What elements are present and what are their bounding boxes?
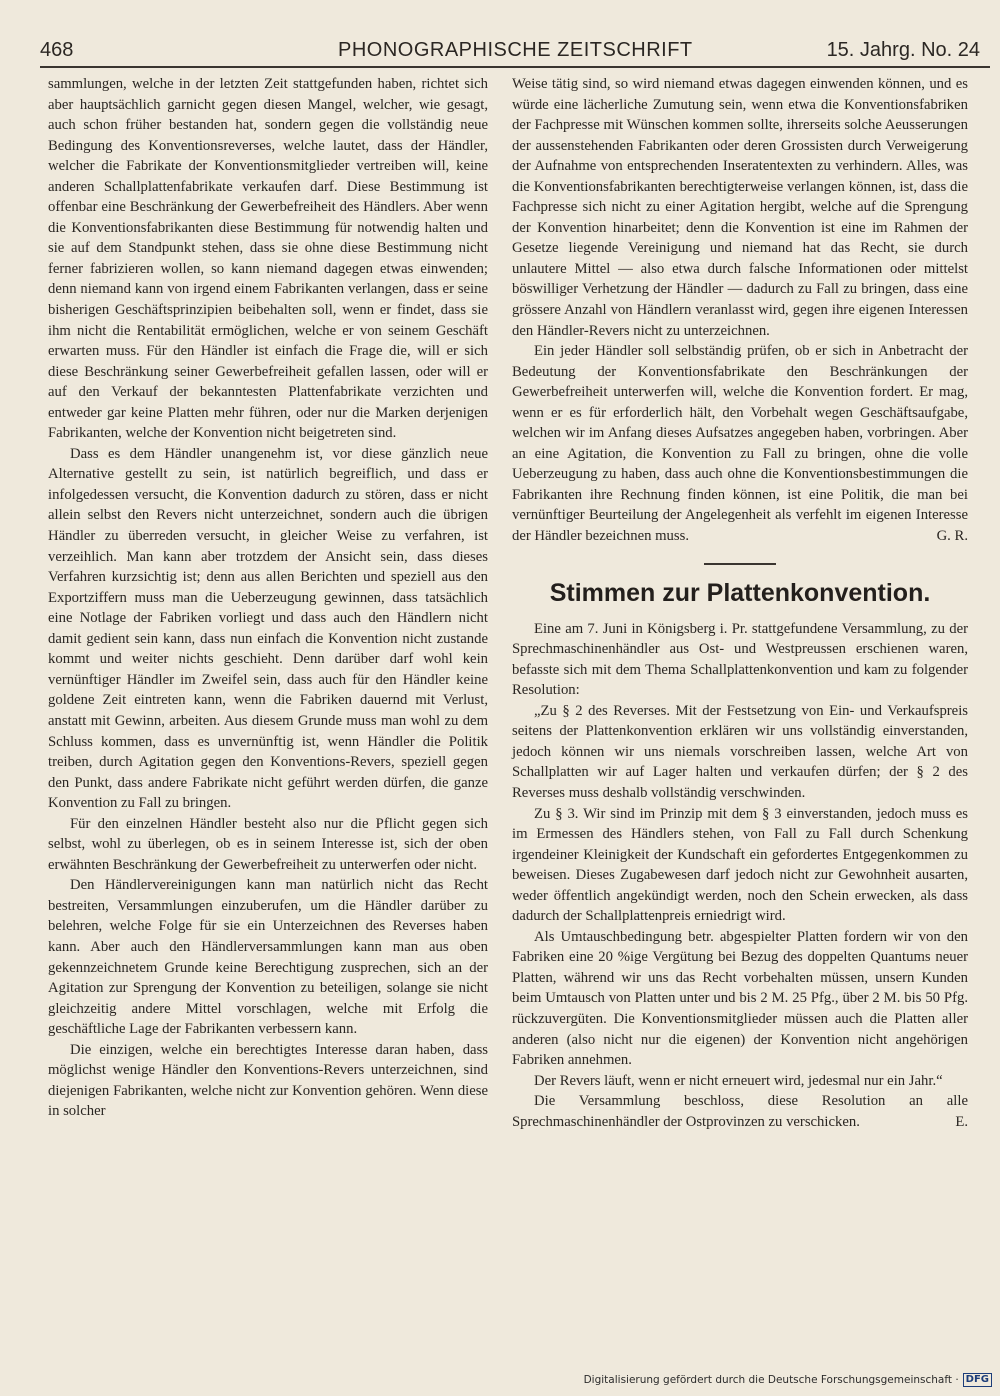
footer-text: Digitalisierung gefördert durch die Deutsche Forschungsgemeinschaft · bbox=[583, 1374, 959, 1386]
left-column bbox=[48, 74, 488, 1122]
paragraph-with-signature bbox=[512, 1091, 968, 1132]
section-divider bbox=[704, 563, 776, 565]
page-number: 468 bbox=[40, 39, 74, 61]
paragraph: Die einzigen, welche ein berechtigtes Interesse daran haben, dass möglichst wenige Händler den Konventions-Revers unterzeichnen, sind diejenigen Fabrikanten, welche nicht zur Konvention gehören. Wenn diese in solcher bbox=[48, 1041, 488, 1120]
paragraph: „Zu § 2 des Reverses. Mit der Festsetzung von Ein- und Verkaufspreis seitens der Plattenkonvention erklären wir uns vollständig einverstanden, jedoch können wir uns niemals vorschreiben lassen, welche Art von Schallplatten wir auf Lager halten und verkaufen dürfen; der § 2 des Reverses muss deshalb vollständig verschwinden. bbox=[512, 702, 968, 801]
header-rule bbox=[40, 66, 990, 68]
issue-label: 15. Jahrg. No. 24 bbox=[826, 39, 980, 61]
page-header bbox=[40, 36, 990, 68]
author-signature: E. bbox=[955, 1113, 968, 1130]
dfg-logo-icon: DFG bbox=[963, 1373, 992, 1387]
paragraph: Dass es dem Händler unangenehm ist, vor diese gänzlich neue Alternative gestellt zu sein, ist natürlich begreiflich, und dass er infolgedessen versucht, die Konvention dadurch zu stören, dass er nicht allein selbst den Revers nicht unterzeichnet, sondern auch die übrigen Händler zu überreden versucht, in gleicher Weise zu verfahren, ist verzeihlich. Man kann aber trotzdem der Ansicht sein, dass dieses Verfahren kurzsichtig ist; denn aus allen Berichten und speziell aus den Exportziffern muss man die Ueberzeugung gewinnen, dass tatsächlich eine Notlage der Fabriken vorliegt und dass auch den Händlern nicht damit gedient sein kann, dass nun einfach die Konvention nicht zustande kommt und weiter nichts geschieht. Denn darüber darf wohl kein vernünftiger Händler im Zweifel sein, dass auch für den Händler keine goldene Zeit eintreten kann, wenn die Fabriken dauernd mit Verlust, anstatt mit Gewinn, arbeiten. Aus diesem Grunde muss man wohl zu dem Schluss kommen, dass es unvernünftig ist, wenn Händler die Politik treiben, durch Agitation gegen den Konventions-Revers, speziell gegen den Punkt, dass andere Fabrikate nicht geführt werden dürfen, die ganze Konvention zu Fall zu bringen. bbox=[48, 445, 488, 812]
paragraph: Der Revers läuft, wenn er nicht erneuert wird, jedesmal nur ein Jahr.“ bbox=[534, 1072, 943, 1089]
author-signature: G. R. bbox=[936, 528, 968, 545]
paragraph-text: Ein jeder Händler soll selbständig prüfen, ob er sich in Anbetracht der Bedeutung der Konventionsfabrikate den Beschränkungen der Gewerbefreiheit unterwerfen will, welche die Konvention fordert. Er mag, wenn er es für erforderlich hält, den Vorbehalt wegen Geschäftsaufgabe, welchen wir im Anfang dieses Aufsatzes angegeben haben, vorbringen. Aber an eine Agitation, die Konvention zu Fall zu bringen, ohne die volle Ueberzeugung zu haben, dass auch ohne die Konventionsbestimmungen die Fabrikanten ihre Rechnung finden können, ist eine Politik, die man bei vernünftiger Beurteilung der Angelegenheit als verfehlt im eigenen Interesse der Händler bezeichnen muss. bbox=[512, 343, 968, 545]
paragraph: Als Umtauschbedingung betr. abgespielter Platten fordern wir von den Fabriken eine 20 %ige Vergütung bei Bezug des doppelten Quantums neuer Platten, während wir uns das Recht vorbehalten müssen, unsern Kunden beim Umtausch von Platten unter und bis 2 M. 25 Pfg., über 2 M. bis 50 Pfg. rückzuvergüten. Die Konventionsmitglieder müssen auch die Platten aller anderen (also nicht nur die eigenen) der Konvention nicht angehörigen Fabriken annehmen. bbox=[512, 928, 968, 1069]
paragraph: Für den einzelnen Händler besteht also nur die Pflicht gegen sich selbst, wohl zu überlegen, ob es in seinem Interesse ist, sich der oben erwähnten Beschränkung der Gewerbefreiheit zu unterwerfen oder nicht. bbox=[48, 815, 488, 873]
right-column bbox=[512, 74, 968, 1132]
paragraph-text: Die Versammlung beschloss, diese Resolution an alle Sprechmaschinenhändler der Ostprovinzen zu verschicken. bbox=[512, 1093, 968, 1130]
paragraph: Den Händlervereinigungen kann man natürlich nicht das Recht bestreiten, Versammlungen einzuberufen, um die Händler darüber zu belehren, welche Folge für sie ein Unterzeichnen des Reverses haben kann. Aber auch den Händlerversammlungen kann man aus oben gekennzeichnetem Grunde keine Berechtigung zusprechen, sich an der Agitation zur Sprengung der Konvention zu beteiligen, solange sie nicht gleichzeitig andere Mittel vorschlagen, welche mit Erfolg die geschäftliche Lage der Fabrikanten verbessern kann. bbox=[48, 877, 488, 1038]
paragraph: Zu § 3. Wir sind im Prinzip mit dem § 3 einverstanden, jedoch muss es im Ermessen des Händlers stehen, von Fall zu Fall durch Schenkung irgendeiner Kleinigkeit der Kundschaft ein gefordertes Entgegenkommen zu beweisen. Dieses Zugabewesen darf jedoch nicht zur Gewohnheit ausarten, weder öffentlich angekündigt werden, noch den Schein erwecken, als dass dadurch der Schallplattenpreis erniedrigt wird. bbox=[512, 805, 968, 925]
paragraph: sammlungen, welche in der letzten Zeit stattgefunden haben, richtet sich aber hauptsächlich garnicht gegen diesen Mangel, welcher, wie gesagt, auch schon früher bestanden hat, sondern gegen die vollständig neue Bedingung des Konventionsreverses, welche lautet, dass der Händler, welcher die Fabrikate der Konventionsmitglieder vertreiben will, keine anderen Schallplattenfabrikate verkaufen darf. Diese Bestimmung ist offenbar eine Beschränkung der Gewerbefreiheit des Händlers. Aber wenn die Konventionsfabrikanten diese Bestimmung für notwendig halten und sie auf dem Standpunkt stehen, dass sie ohne diese Bestimmung nicht ferner fabrizieren wollen, so kann niemand dagegen etwas einwenden; denn niemand kann von irgend einem Fabrikanten verlangen, dass er seine bisherigen Geschäftsprinzipien beibehalten soll, wenn er findet, dass sie ihm nicht die Rentabilität ermöglichen, welche er von seinem Geschäft erwarten muss. Für den Händler ist einfach die Frage die, will er sich diese Beschränkung seiner Gewerbefreiheit gefallen lassen, oder will er auf den Verkauf der bekanntesten Plattenfabrikate verzichten und entweder gar keine Platten mehr führen, oder nur die Marken derjenigen Fabrikanten, welche der Konvention nicht beigetreten sind. bbox=[48, 76, 488, 442]
section-title: Stimmen zur Plattenkonvention. bbox=[549, 578, 931, 607]
journal-title: PHONOGRAPHISCHE ZEITSCHRIFT bbox=[338, 39, 693, 61]
paragraph-with-signature bbox=[512, 341, 968, 546]
paragraph: Weise tätig sind, so wird niemand etwas dagegen einwenden können, und es würde eine lächerliche Zumutung sein, wenn etwa die Konventionsfabriken der Fachpresse mit Wünschen kommen sollte, ihrerseits solche Aeusserungen der aussenstehenden Fabrikanten oder deren Grossisten durch Verweigerung der Aufnahme von entsprechenden Inseratentexten zu verhindern. Alles, was die Konventionsfabrikanten berechtigterweise verlangen können, ist, dass die Fachpresse sich nicht zu einer Agitation hergibt, welche auf die Sprengung der Konvention hinarbeitet; denn die Konvention ist eine im Rahmen der Gesetze liegende Vereinigung und niemand hat das Recht, sie durch unlautere Mittel — also etwa durch falsche Informationen oder mittelst böswilliger Verhetzung der Händler — dadurch zu Fall zu bringen, dass eine grössere Anzahl von Händlern veranlasst wird, gegen ihre eigenen Interessen den Händler-Revers nicht zu unterzeichnen. bbox=[512, 76, 968, 339]
digitization-footer bbox=[584, 1370, 992, 1390]
paragraph: Eine am 7. Juni in Königsberg i. Pr. stattgefundene Versammlung, zu der Sprechmaschinenhändler aus Ost- und Westpreussen erschienen waren, befasste sich mit dem Thema Schallplattenkonvention und kam zu folgender Resolution: bbox=[512, 620, 968, 699]
